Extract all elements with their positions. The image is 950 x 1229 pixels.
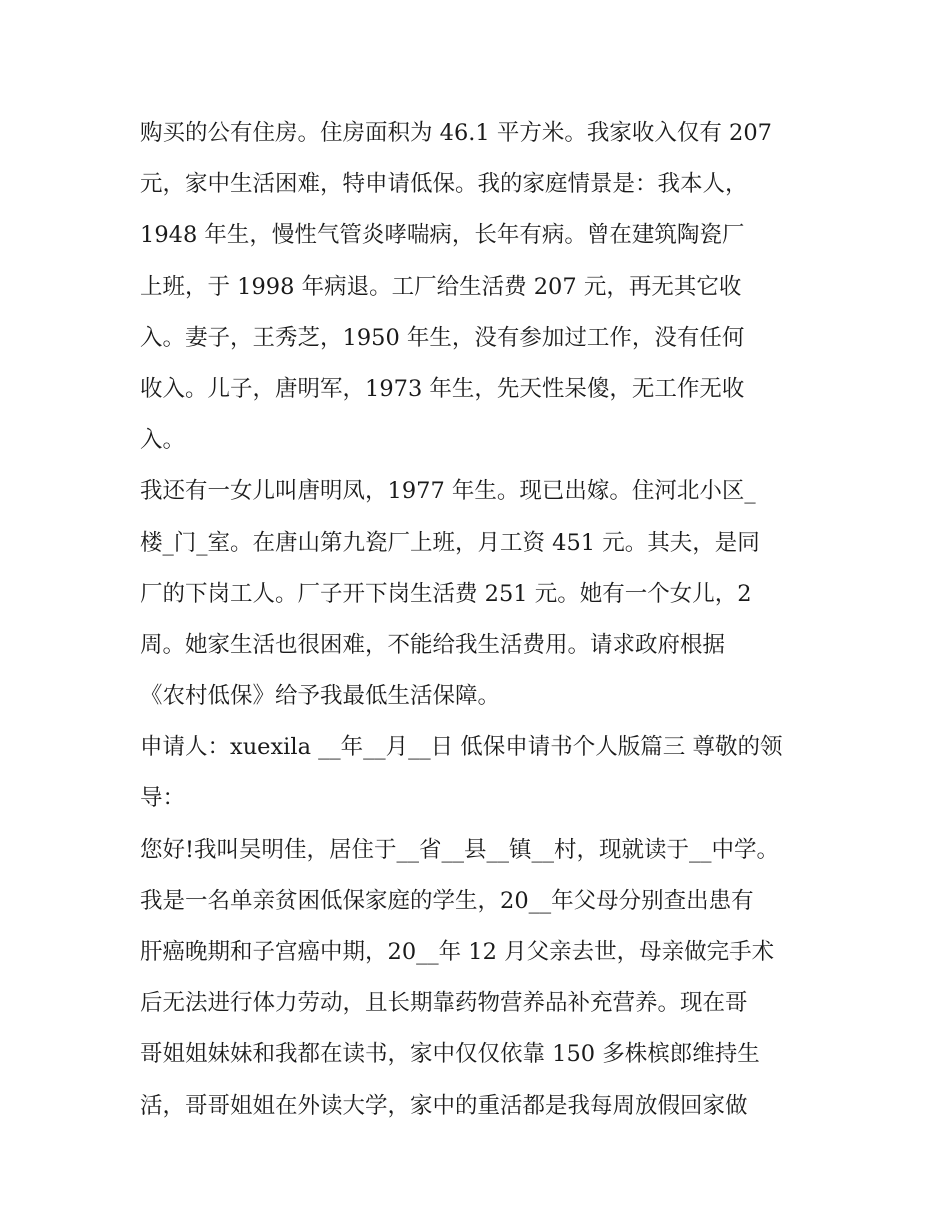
text-line: 申请人：xuexila __年__月__日 低保申请书个人版篇三 尊敬的领 bbox=[140, 734, 783, 761]
text-line: 周。她家生活也很困难，不能给我生活费用。请求政府根据 bbox=[140, 631, 726, 658]
document-body bbox=[140, 108, 830, 1132]
text-line: 1948 年生，慢性气管炎哮喘病，长年有病。曾在建筑陶瓷厂 bbox=[140, 222, 745, 249]
text-line: 上班，于 1998 年病退。工厂给生活费 207 元，再无其它收 bbox=[140, 273, 742, 300]
text-line: 肝癌晚期和子宫癌中期，20__年 12 月父亲去世，母亲做完手术 bbox=[140, 939, 775, 965]
text-line: 后无法进行体力劳动，且长期靠药物营养品补充营养。现在哥 bbox=[140, 990, 748, 1017]
text-line: 收入。儿子，唐明军，1973 年生，先天性呆傻，无工作无收 bbox=[140, 375, 745, 402]
text-line: 我是一名单亲贫困低保家庭的学生，20__年父母分别查出患有 bbox=[140, 887, 754, 914]
text-line: 楼_门_室。在唐山第九瓷厂上班，月工资 451 元。其夫，是同 bbox=[140, 529, 760, 556]
text-line: 导： bbox=[140, 785, 186, 812]
text-line: 入。 bbox=[140, 427, 186, 454]
text-line: 入。妻子，王秀芝，1950 年生，没有参加过工作，没有任何 bbox=[140, 324, 745, 351]
text-line: 哥姐姐妹妹和我都在读书，家中仅仅依靠 150 多株槟郎维持生 bbox=[140, 1041, 760, 1068]
text-line: 厂的下岗工人。厂子开下岗生活费 251 元。她有一个女儿，2 bbox=[140, 580, 752, 607]
text-line: 《农村低保》给予我最低生活保障。 bbox=[140, 683, 501, 710]
text-line: 您好!我叫吴明佳，居住于__省__县__镇__村，现就读于__中学。 bbox=[140, 836, 780, 863]
text-line: 购买的公有住房。住房面积为 46.1 平方米。我家收入仅有 207 bbox=[140, 120, 773, 146]
text-line: 活，哥哥姐姐在外读大学，家中的重活都是我每周放假回家做 bbox=[140, 1092, 748, 1119]
text-line: 元，家中生活困难，特申请低保。我的家庭情景是：我本人， bbox=[140, 171, 748, 198]
text-line: 我还有一女儿叫唐明凤，1977 年生。现已出嫁。住河北小区_ bbox=[140, 478, 756, 505]
